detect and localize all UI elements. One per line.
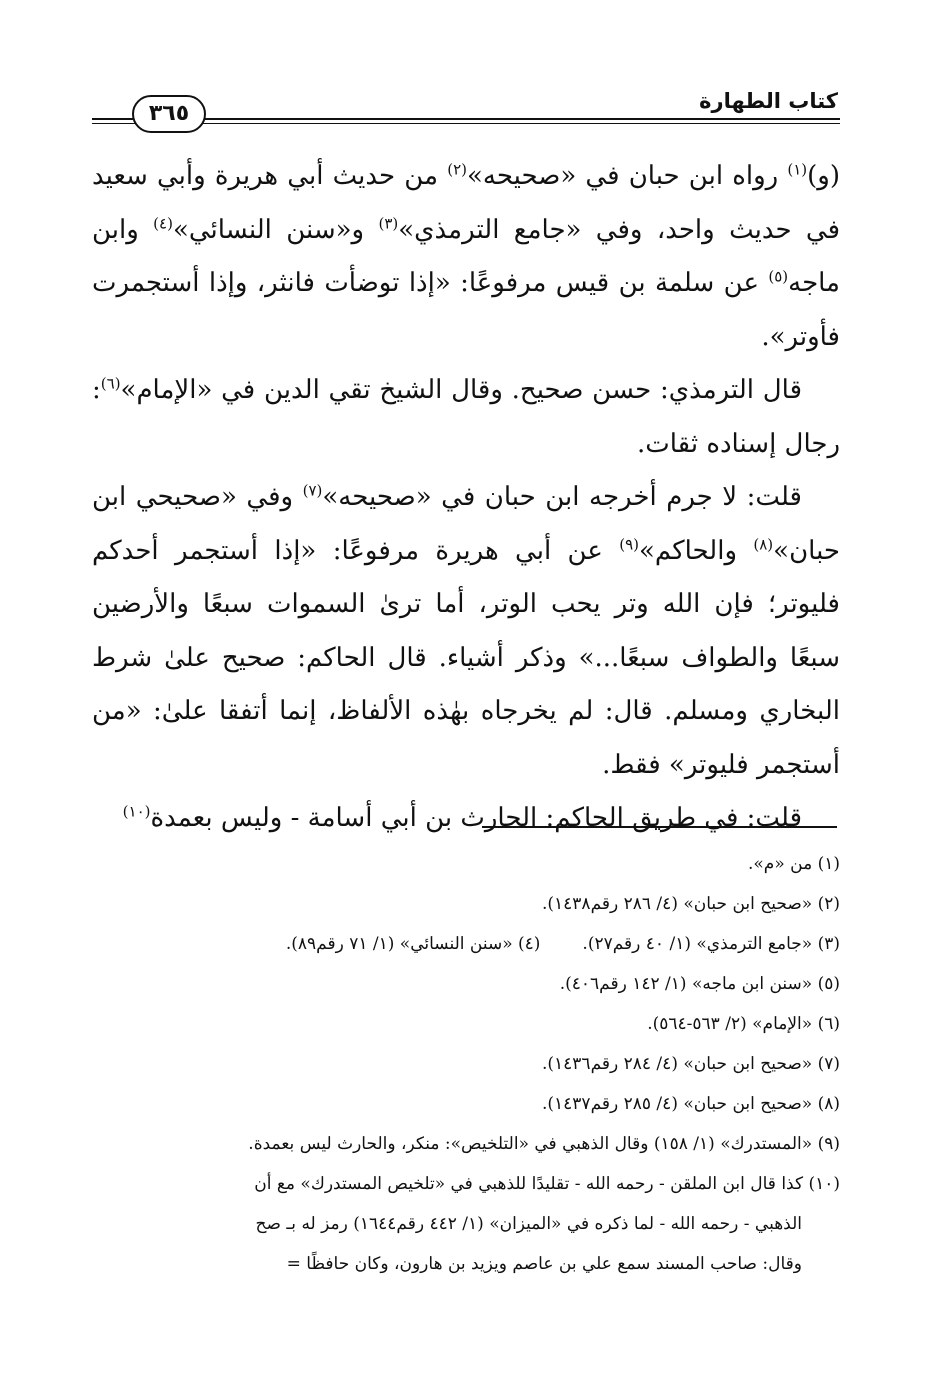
footnote-ref-8: (٨) bbox=[753, 534, 774, 553]
footnote-2: (٢) «صحيح ابن حبان» (٤/ ٢٨٦ رقم١٤٣٨). bbox=[541, 894, 840, 914]
main-text bbox=[92, 150, 840, 846]
footnote-9: (٩) «المستدرك» (١/ ١٥٨) وقال الذهبي في «التلخيص»: منكر، والحارث ليس بعمدة. bbox=[248, 1134, 840, 1154]
footnote-3: (٣) «جامع الترمذي» (١/ ٤٠ رقم٢٧). bbox=[582, 934, 840, 954]
paragraph-1: (و)$^{(١)}$ رواه ابن حبان في «صحيحه»$^{(٢)}$ من حديث أبي هريرة وأبي سعيد في حديث واحد، وفي «جامع الترمذي»$^{(٣)}$ و«سنن النسائي»$^{(٤)}$ وابن ماجه$^{(٥)}$ عن سلمة بن قيس مرفوعًا: «إذا توضأت فانثر، وإذا أستجمرت فأوتر». bbox=[92, 160, 841, 352]
footnote-ref-3: (٣) bbox=[378, 213, 399, 232]
footnote-ref-4: (٤) bbox=[153, 213, 173, 232]
footnote-ref-10: (١٠) bbox=[122, 802, 151, 821]
footnote-ref-5: (٥) bbox=[768, 267, 789, 286]
footnote-5: (٥) «سنن ابن ماجه» (١/ ١٤٢ رقم٤٠٦). bbox=[559, 974, 840, 994]
page-header bbox=[92, 78, 840, 136]
page-number: ٣٦٥ bbox=[132, 95, 206, 133]
footnote-divider bbox=[482, 826, 837, 828]
footnote-10-line-3: وقال: صاحب المسند سمع علي بن عاصم ويزيد بن هارون، وكان حافظًا = bbox=[286, 1254, 802, 1274]
footnotes bbox=[92, 844, 840, 1284]
footnote-ref-6: (٦) bbox=[100, 374, 121, 393]
header-rule-bottom bbox=[92, 123, 840, 124]
footnote-1: (١) من «م». bbox=[748, 854, 840, 874]
paragraph-2: قال الترمذي: حسن صحيح. وقال الشيخ تقي الدين في «الإمام»$^{(٦)}$: رجال إسناده ثقات. bbox=[92, 374, 840, 459]
footnote-10-line-1: (١٠) كذا قال ابن الملقن - رحمه الله - تقليدًا للذهبي في «تلخيص المستدرك» مع أن bbox=[254, 1174, 840, 1194]
paragraph-3: قلت: لا جرم أخرجه ابن حبان في «صحيحه»$^{(٧)}$ وفي «صحيحي ابن حبان»$^{(٨)}$ والحاكم»$^{(٩)}$ عن أبي هريرة مرفوعًا: «إذا أستجمر أحدكم فليوتر؛ فإن الله وتر يحب الوتر، أما ترىٰ السموات سبعًا والأرضين سبعًا والطواف سبعًا...» وذكر أشياء. قال الحاكم: صحيح علىٰ شرط البخاري ومسلم. قال: لم يخرجاه بهٰذه الألفاظ، إنما أتفقا علىٰ: «من أستجمر فليوتر» فقط. bbox=[92, 481, 840, 780]
footnote-4: (٤) «سنن النسائي» (١/ ٧١ رقم٨٩). bbox=[285, 934, 541, 954]
footnote-ref-1: (١) bbox=[787, 160, 808, 179]
footnote-ref-2: (٢) bbox=[447, 160, 467, 179]
chapter-title: كتاب الطهارة bbox=[691, 86, 838, 116]
footnote-6: (٦) «الإمام» (٢/ ٥٦٣-٥٦٤). bbox=[647, 1014, 840, 1034]
footnote-10-line-2: الذهبي - رحمه الله - لما ذكره في «الميزان» (١/ ٤٤٢ رقم١٦٤٤) رمز له بـ صح bbox=[255, 1214, 802, 1234]
footnote-7: (٧) «صحيح ابن حبان» (٤/ ٢٨٤ رقم١٤٣٦). bbox=[541, 1054, 840, 1074]
footnote-8: (٨) «صحيح ابن حبان» (٤/ ٢٨٥ رقم١٤٣٧). bbox=[541, 1094, 840, 1114]
footnote-row-3-4 bbox=[92, 924, 840, 964]
footnote-ref-7: (٧) bbox=[302, 481, 323, 500]
footnote-ref-9: (٩) bbox=[619, 534, 639, 553]
paragraph-4: قلت: في طريق الحاكم: الحارث بن أبي أسامة - وليس بعمدة$^{(١٠)}$ bbox=[122, 802, 802, 833]
